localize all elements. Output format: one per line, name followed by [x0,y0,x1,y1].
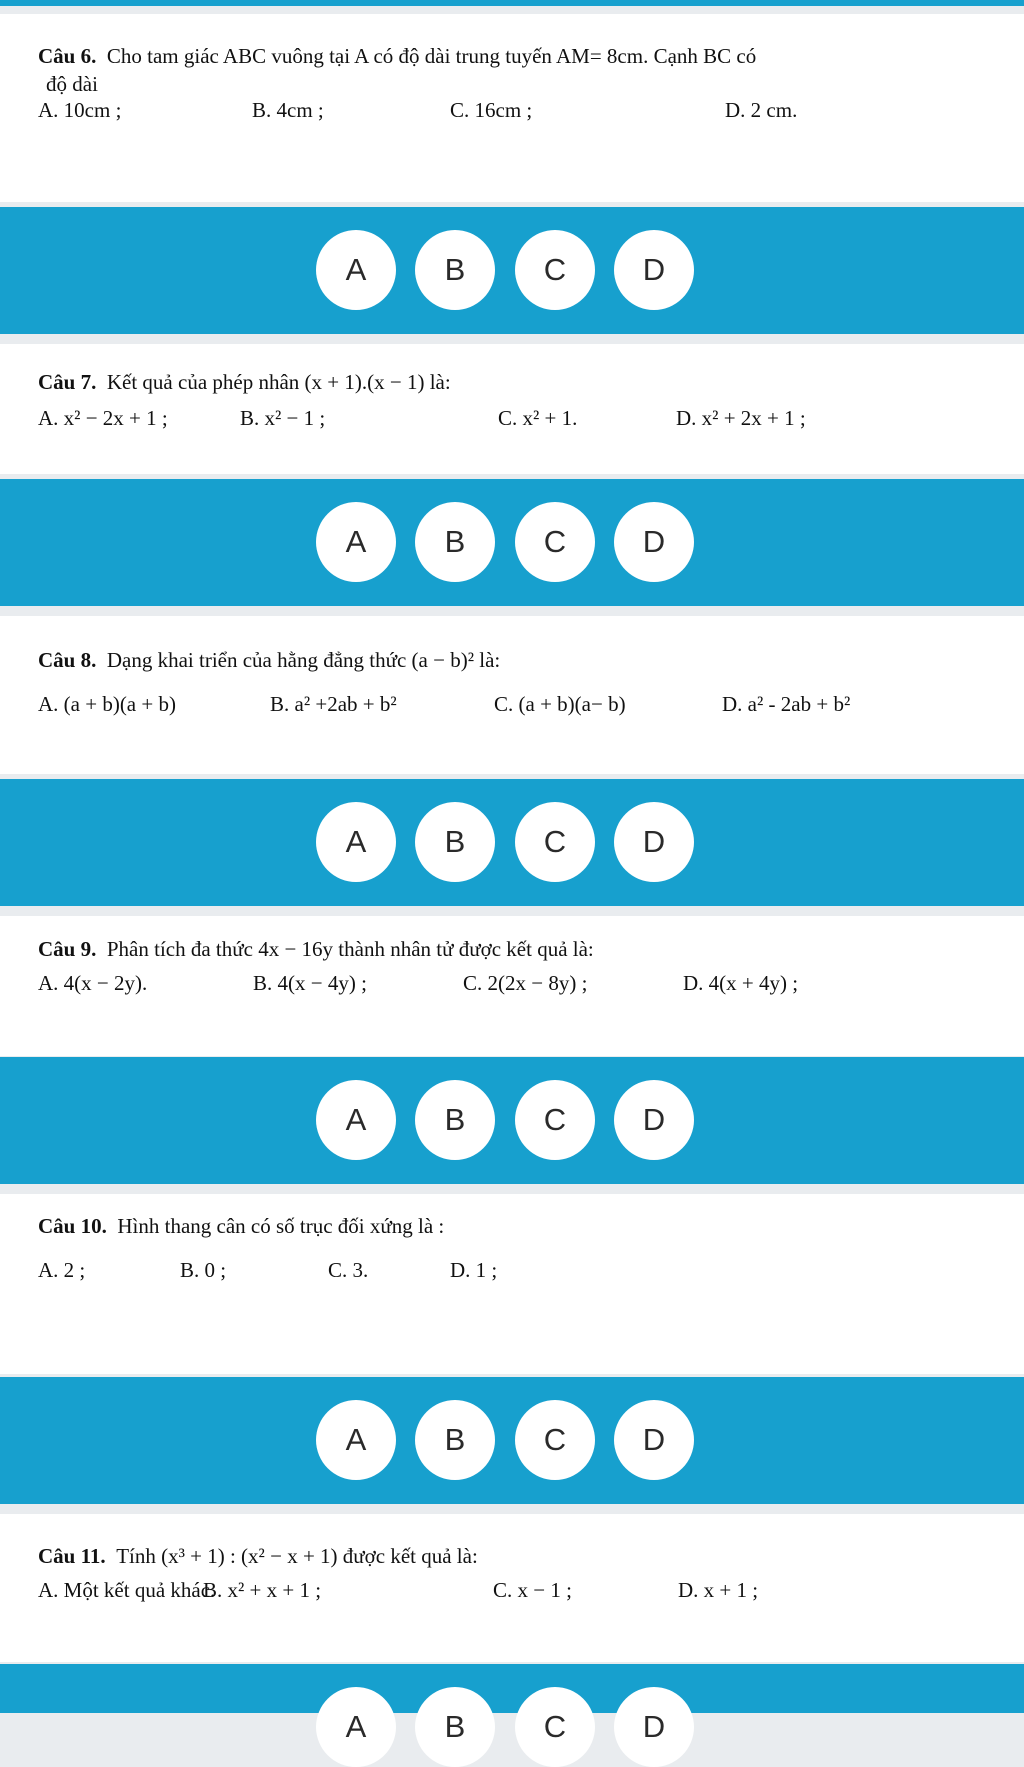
option-d: D. 2 cm. [725,98,798,122]
question-title: Câu 9. [38,937,97,961]
answer-d-button[interactable]: D [614,1400,694,1480]
answer-b-button[interactable]: B [415,802,495,882]
option-c: C. 2(2x − 8y) ; [463,971,588,995]
option-b: B. 4(x − 4y) ; [253,971,367,995]
option-a: A. 4(x − 2y). [38,971,148,995]
answer-d-button[interactable]: D [614,1687,694,1767]
option-d: D. 1 ; [450,1258,498,1282]
answer-c-button[interactable]: C [515,1080,595,1160]
question-title: Câu 8. [38,648,97,672]
option-b: B. x² + x + 1 ; [203,1578,322,1602]
answer-c-button[interactable]: C [515,802,595,882]
options-row [38,406,1024,436]
question-body: Dạng khai triển của hằng đẳng thức (a − b)² là: [106,648,501,672]
option-a: A. 2 ; [38,1258,86,1282]
answer-a-button[interactable]: A [316,1080,396,1160]
question-9-text [38,935,1024,963]
option-b: B. x² − 1 ; [240,406,326,430]
option-d: D. x + 1 ; [678,1578,759,1602]
answer-b-button[interactable]: B [415,502,495,582]
question-body-cont: độ dài [46,72,98,96]
question-8 [0,616,1024,774]
option-a: A. Một kết quả khác. [38,1578,216,1602]
question-7 [0,344,1024,474]
question-title: Câu 7. [38,370,97,394]
question-10 [0,1194,1024,1374]
question-title: Câu 10. [38,1214,107,1238]
option-b: B. 4cm ; [252,98,324,122]
question-9 [0,916,1024,1056]
options-row [38,1258,1024,1288]
options-row [38,692,1024,722]
question-7-text [38,368,1024,396]
question-6-text [38,42,1024,70]
answer-band-9 [0,1057,1024,1184]
options-row [38,98,1024,128]
answer-c-button[interactable]: C [515,502,595,582]
option-a: A. x² − 2x + 1 ; [38,406,168,430]
answer-c-button[interactable]: C [515,230,595,310]
answer-band-10 [0,1377,1024,1504]
answer-c-button[interactable]: C [515,1400,595,1480]
answer-band-8 [0,779,1024,906]
answer-band-11 [0,1664,1024,1744]
option-b: B. a² +2ab + b² [270,692,397,716]
question-title: Câu 6. [38,44,97,68]
option-c: C. 3. [328,1258,369,1282]
question-body: Tính (x³ + 1) : (x² − x + 1) được kết quả là: [116,1544,478,1568]
answer-b-button[interactable]: B [415,230,495,310]
options-row [38,971,1024,1001]
answer-b-button[interactable]: B [415,1400,495,1480]
question-10-text [38,1212,1024,1240]
question-11-text [38,1542,1024,1570]
answer-a-button[interactable]: A [316,802,396,882]
option-d: D. x² + 2x + 1 ; [676,406,806,430]
option-a: A. (a + b)(a + b) [38,692,176,716]
question-body: Cho tam giác ABC vuông tại A có độ dài trung tuyến AM= 8cm. Cạnh BC có [106,44,757,68]
question-body: Hình thang cân có số trục đối xứng là : [117,1214,445,1238]
question-body: Phân tích đa thức 4x − 16y thành nhân tử được kết quả là: [106,937,594,961]
answer-b-button[interactable]: B [415,1687,495,1767]
answer-d-button[interactable]: D [614,502,694,582]
answer-d-button[interactable]: D [614,1080,694,1160]
answer-a-button[interactable]: A [316,230,396,310]
option-a: A. 10cm ; [38,98,122,122]
answer-a-button[interactable]: A [316,502,396,582]
option-c: C. 16cm ; [450,98,533,122]
option-b: B. 0 ; [180,1258,227,1282]
answer-b-button[interactable]: B [415,1080,495,1160]
answer-a-button[interactable]: A [316,1687,396,1767]
top-accent-line [0,0,1024,6]
answer-c-button[interactable]: C [515,1687,595,1767]
answer-a-button[interactable]: A [316,1400,396,1480]
question-title: Câu 11. [38,1544,106,1568]
question-body: Kết quả của phép nhân (x + 1).(x − 1) là: [106,370,451,394]
option-c: C. x² + 1. [498,406,578,430]
option-c: C. x − 1 ; [493,1578,572,1602]
question-8-text [38,646,1024,674]
answer-d-button[interactable]: D [614,230,694,310]
answer-band-7 [0,479,1024,606]
option-c: C. (a + b)(a− b) [494,692,626,716]
option-d: D. a² - 2ab + b² [722,692,851,716]
answer-band-6 [0,207,1024,334]
option-d: D. 4(x + 4y) ; [683,971,799,995]
question-6 [0,14,1024,202]
answer-d-button[interactable]: D [614,802,694,882]
question-11 [0,1514,1024,1662]
options-row [38,1578,1024,1608]
